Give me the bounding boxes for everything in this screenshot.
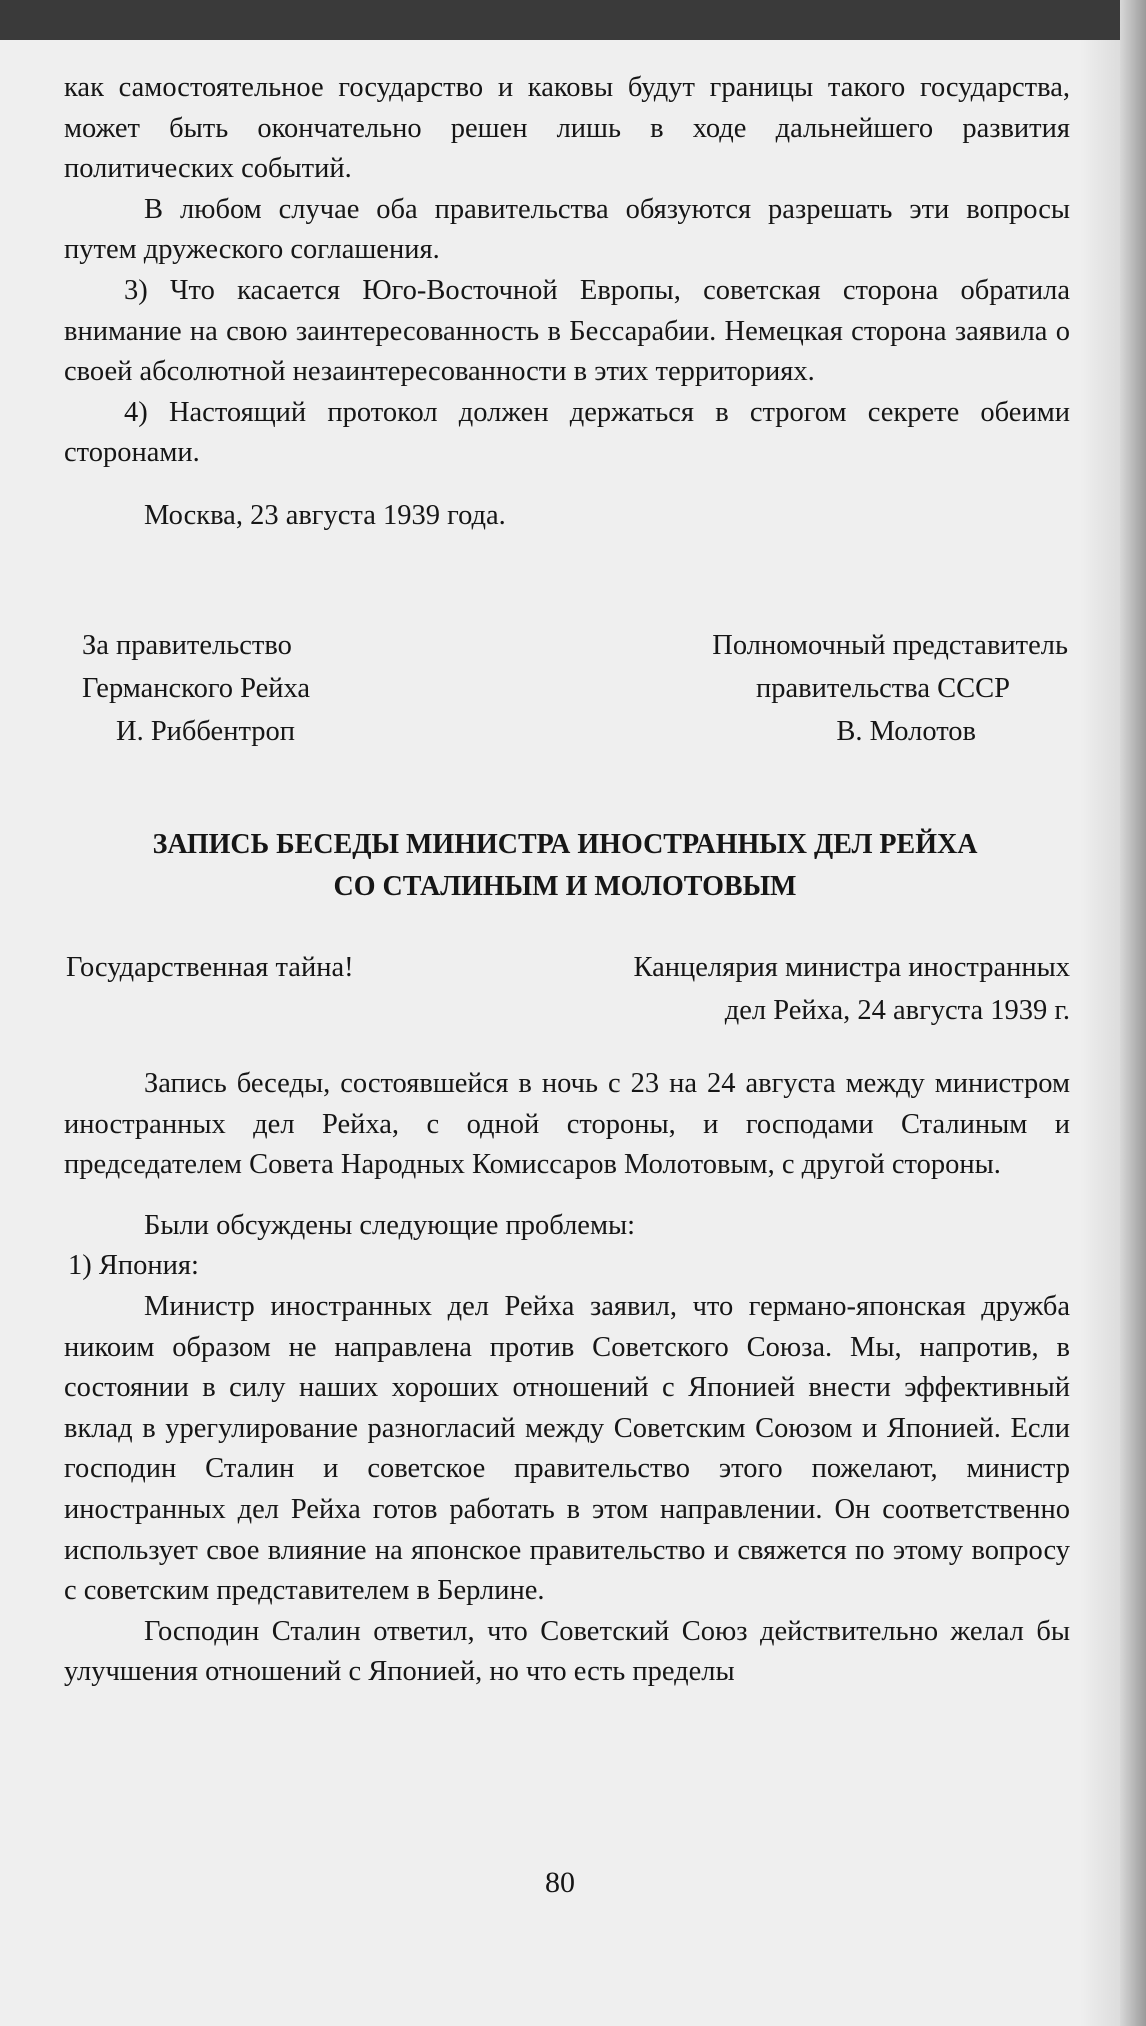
signature-name: И. Риббентроп (116, 716, 296, 747)
page-number: 80 (545, 1866, 575, 1899)
paragraph: В любом случае оба правительства обязуются разрешать эти вопросы путем дружеского соглашения. (64, 193, 1070, 266)
heading-line: СО СТАЛИНЫМ И МОЛОТОВЫМ (333, 871, 797, 902)
text-block-bottom (64, 1064, 1070, 1693)
text-block-top (64, 68, 1070, 537)
paragraph: 3) Что касается Юго-Восточной Европы, советская сторона обратила внимание на свою заинтересованность в Бессарабии. Немецкая сторона заявила о своей абсолютной незаинтересованности в этих территориях. (64, 274, 1070, 388)
paragraph: как самостоятельное государство и каковы будут границы такого государства, может быть окончательно решен лишь в ходе дальнейшего развития политических событий. (64, 72, 1070, 185)
section-heading (60, 824, 1070, 908)
chancellery-label (634, 946, 1071, 1032)
list-item: 1) Япония: (68, 1250, 199, 1282)
chancellery-line: Канцелярия министра иностранных (633, 952, 1070, 983)
signature-label: Полномочный представитель (712, 630, 1068, 661)
signature-label: За правительство (82, 630, 292, 661)
place-date: Москва, 23 августа 1939 года. (144, 499, 506, 531)
signature-label: Германского Рейха (82, 673, 311, 704)
secret-label: Государственная тайна! (66, 952, 354, 983)
paragraph: Были обсуждены следующие проблемы: (144, 1209, 636, 1241)
paragraph: Министр иностранных дел Рейха заявил, что германо-японская дружба никоим образом не направлена против Советского Союза. Мы, напротив, в состоянии в силу наших хороших отношений с Японией внести эффективный вклад в урегулирование разногласий между Советским Союзом и Японией. Если господин Сталин и советское правительство этого пожелают, министр иностранных дел Рейха готов работать в этом направлении. Он соответственно использует свое влияние на японское правительство и свяжется по этому вопросу с советским представителем в Берлине. (64, 1290, 1070, 1607)
heading-line: ЗАПИСЬ БЕСЕДЫ МИНИСТРА ИНОСТРАННЫХ ДЕЛ РЕЙХА (152, 829, 978, 860)
chancellery-line: дел Рейха, 24 августа 1939 г. (724, 995, 1070, 1026)
document-page (0, 40, 1120, 2026)
signature-name: В. Молотов (836, 716, 976, 747)
signature-germany (82, 624, 310, 753)
paragraph: Запись беседы, состоявшейся в ночь с 23 на 24 августа между министром иностранных дел Рейха, с одной стороны, и господами Сталиным и председателем Совета Народных Комиссаров Молотовым, с другой стороны. (64, 1068, 1070, 1181)
paragraph: 4) Настоящий протокол должен держаться в строгом секрете обеими сторонами. (64, 396, 1070, 469)
paragraph: Господин Сталин ответил, что Советский Союз действительно желал бы улучшения отношений с Японией, но что есть пределы (64, 1615, 1070, 1688)
signature-label: правительства СССР (755, 673, 1010, 704)
book-edge (1120, 0, 1146, 2026)
signature-ussr (712, 624, 1068, 753)
